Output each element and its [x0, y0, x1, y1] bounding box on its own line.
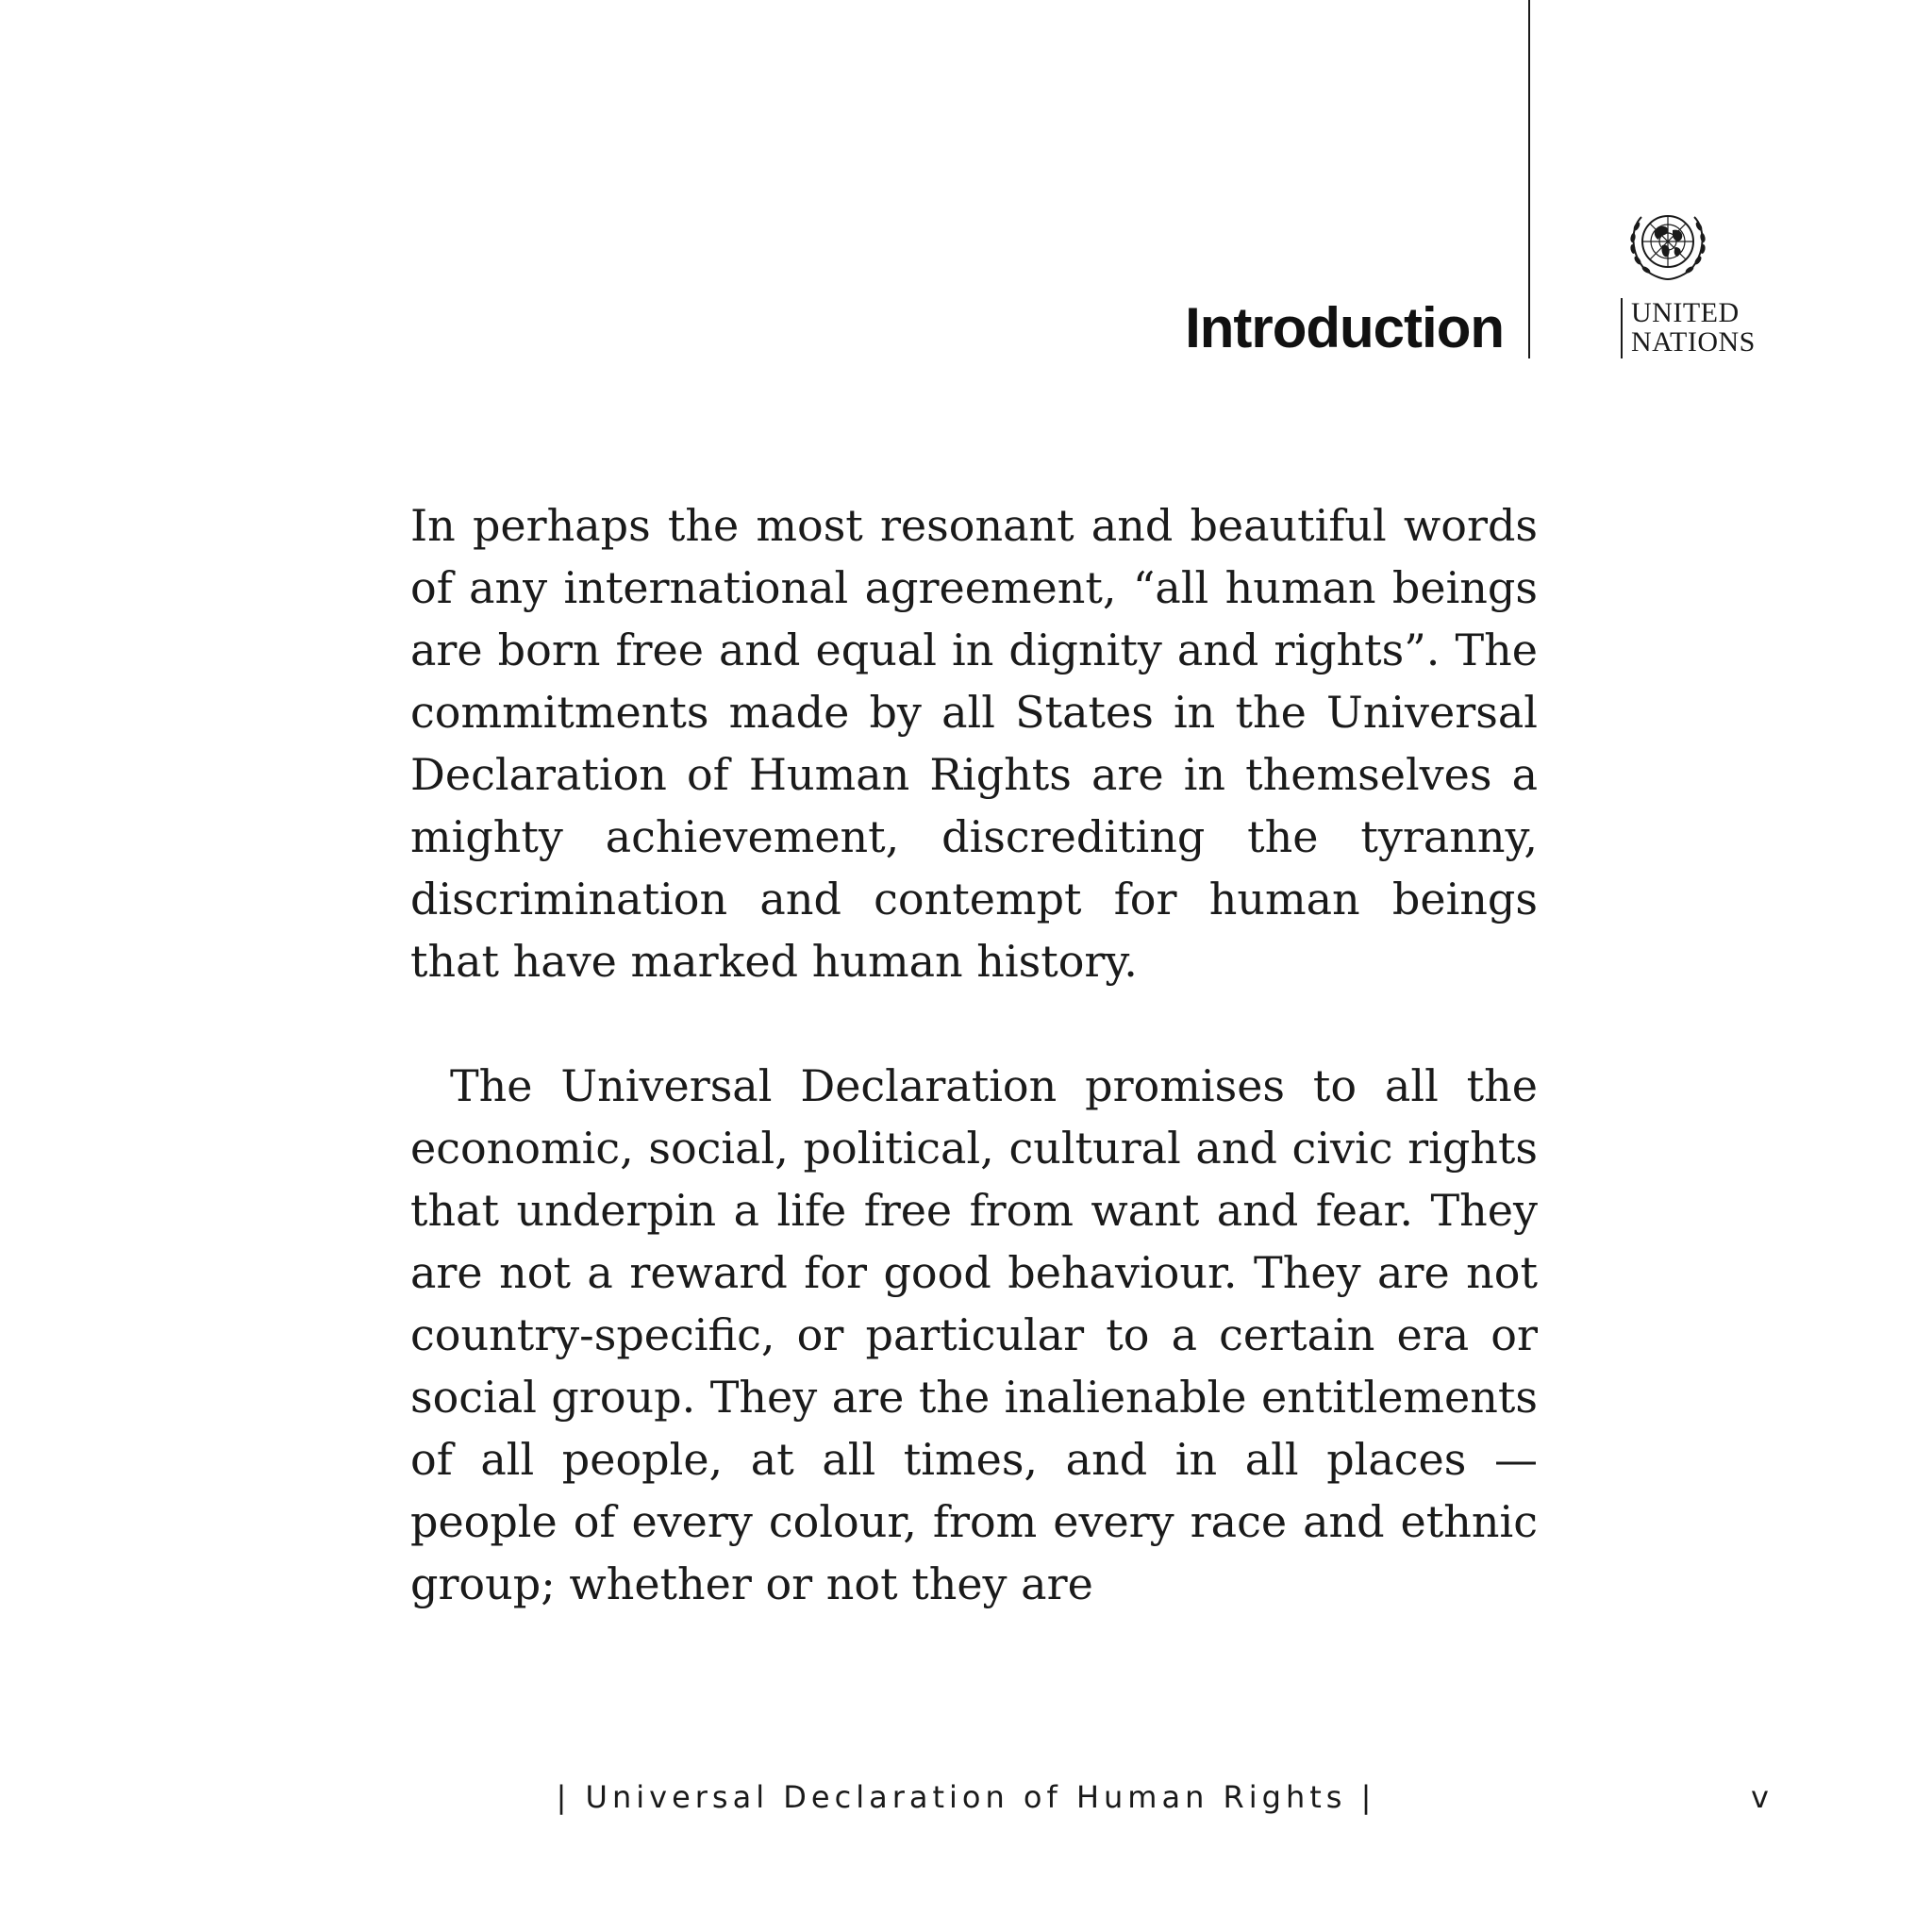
un-wordmark [1621, 298, 1756, 358]
paragraph-2: The Universal Declaration promises to all the economic, social, political, cultural and civic rights that underpin a life free from want and fear. They are not a reward for good behaviour. They are not country-specific, or particular to a certain era or social group. They are the inalienable entitlements of all people, at all times, and in all places — people of every colour, from every race and ethnic group; whether or not they are [410, 1060, 1538, 1609]
un-emblem-icon [1621, 204, 1715, 283]
paragraph-1: In perhaps the most resonant and beautiful words of any international agreement, “all human beings are born free and equal in dignity and rights”. The commitments made by all States in the Universal Declaration of Human Rights are in themselves a mighty achievement, discrediting the tyranny, discrimination and contempt for human beings that have marked human history. [410, 500, 1538, 987]
un-wordmark-line2: NATIONS [1631, 326, 1756, 358]
page-title: Introduction [1185, 296, 1504, 359]
running-footer [0, 1779, 1932, 1815]
header-divider [1528, 0, 1530, 358]
footer-bar-left: | [556, 1779, 572, 1815]
page-number: v [1751, 1779, 1769, 1815]
un-wordmark-line1: UNITED [1631, 297, 1740, 328]
body-text [410, 494, 1538, 1615]
footer-bar-right: | [1360, 1779, 1376, 1815]
footer-running-title: Universal Declaration of Human Rights [585, 1779, 1347, 1815]
